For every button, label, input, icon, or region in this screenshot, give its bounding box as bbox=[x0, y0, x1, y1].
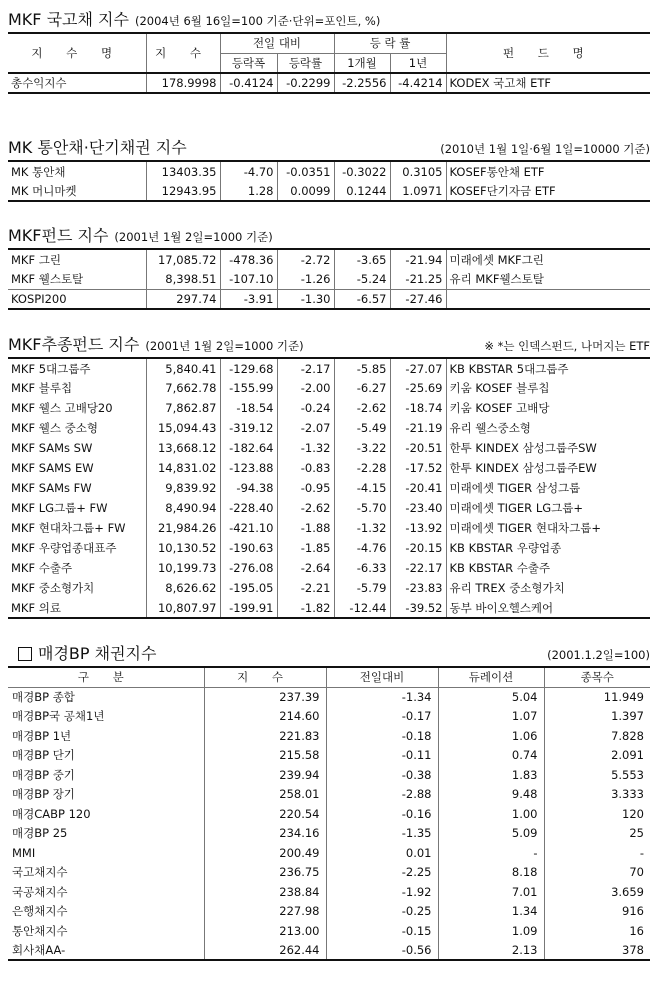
cell-diff: -107.10 bbox=[220, 269, 277, 289]
cell-duration: - bbox=[438, 843, 544, 863]
cell-y1: -18.74 bbox=[390, 398, 446, 418]
cell-fund: 유리 MKF웰스토탈 bbox=[446, 269, 650, 289]
cell-name: 매경BP 25 bbox=[12, 826, 68, 841]
cell-name: 회사채AA- bbox=[12, 942, 66, 957]
cell-index: 297.74 bbox=[146, 289, 220, 309]
cell-count: 120 bbox=[544, 804, 650, 824]
cell-fund: KB KBSTAR 5대그룹주 bbox=[446, 358, 650, 378]
cell-duration: 1.83 bbox=[438, 765, 544, 785]
cell-diff: -3.91 bbox=[220, 289, 277, 309]
cell-count: 25 bbox=[544, 824, 650, 844]
cell-diff: -1.92 bbox=[326, 882, 438, 902]
table-row bbox=[8, 358, 650, 378]
cell-index: 7,862.87 bbox=[146, 398, 220, 418]
cell-count: - bbox=[544, 843, 650, 863]
table-row bbox=[8, 181, 650, 201]
table-row bbox=[8, 863, 650, 883]
cell-index: 13,668.12 bbox=[146, 438, 220, 458]
cell-fund: 유리 TREX 중소형가치 bbox=[446, 578, 650, 598]
cell-diff: -319.12 bbox=[220, 418, 277, 438]
cell-duration: 1.06 bbox=[438, 726, 544, 746]
cell-y1: -23.83 bbox=[390, 578, 446, 598]
cell-fund: 미래에셋 TIGER LG그룹+ bbox=[446, 498, 650, 518]
section-bp-bond bbox=[8, 642, 650, 961]
header-name: 지 수 명 bbox=[8, 33, 146, 73]
header-y1: 1년 bbox=[390, 53, 446, 73]
cell-y1: 1.0971 bbox=[390, 181, 446, 201]
cell-name: MKF SAMs FW bbox=[11, 481, 92, 495]
cell-diff: -0.16 bbox=[326, 804, 438, 824]
header-count: 종목수 bbox=[544, 667, 650, 687]
table-row bbox=[8, 746, 650, 766]
msb-table bbox=[8, 160, 650, 202]
cell-rate: -1.26 bbox=[277, 269, 334, 289]
cell-name: 통안채지수 bbox=[12, 923, 68, 938]
cell-m1: -5.85 bbox=[334, 358, 390, 378]
table-row bbox=[8, 538, 650, 558]
cell-index: 178.9998 bbox=[146, 73, 220, 93]
cell-index: 8,490.94 bbox=[146, 498, 220, 518]
cell-fund: 미래에셋 TIGER 삼성그룹 bbox=[446, 478, 650, 498]
cell-duration: 5.09 bbox=[438, 824, 544, 844]
cell-fund: 키움 KOSEF 고배당 bbox=[446, 398, 650, 418]
cell-diff: -155.99 bbox=[220, 378, 277, 398]
cell-diff: -182.64 bbox=[220, 438, 277, 458]
cell-diff: -2.25 bbox=[326, 863, 438, 883]
cell-index: 215.58 bbox=[204, 746, 326, 766]
cell-diff: -4.70 bbox=[220, 161, 277, 181]
cell-diff: -228.40 bbox=[220, 498, 277, 518]
section-mkf-govbond bbox=[8, 8, 650, 94]
msb-rows bbox=[8, 161, 650, 201]
cell-duration: 8.18 bbox=[438, 863, 544, 883]
header-m1: 1개월 bbox=[334, 53, 390, 73]
table-row bbox=[8, 478, 650, 498]
cell-y1: -39.52 bbox=[390, 598, 446, 618]
cell-count: 916 bbox=[544, 902, 650, 922]
cell-index: 10,130.52 bbox=[146, 538, 220, 558]
cell-diff: -195.05 bbox=[220, 578, 277, 598]
cell-name: MKF LG그룹+ FW bbox=[11, 501, 108, 515]
cell-rate: -2.07 bbox=[277, 418, 334, 438]
section-subtitle: (2010년 1월 1일·6월 1일=10000 기준) bbox=[440, 142, 650, 156]
cell-diff: -0.18 bbox=[326, 726, 438, 746]
cell-index: 17,085.72 bbox=[146, 249, 220, 269]
cell-index: 9,839.92 bbox=[146, 478, 220, 498]
cell-m1: -5.70 bbox=[334, 498, 390, 518]
cell-diff: -0.15 bbox=[326, 921, 438, 941]
cell-m1: -3.22 bbox=[334, 438, 390, 458]
cell-name: 국고채지수 bbox=[12, 865, 68, 880]
header-index: 지 수 bbox=[146, 33, 220, 73]
table-row bbox=[8, 398, 650, 418]
header-prev-pct: 등락률 bbox=[277, 53, 334, 73]
cell-rate: -0.2299 bbox=[277, 73, 334, 93]
cell-rate: -2.21 bbox=[277, 578, 334, 598]
cell-m1: -12.44 bbox=[334, 598, 390, 618]
header-diff: 전일대비 bbox=[326, 667, 438, 687]
cell-count: 2.091 bbox=[544, 746, 650, 766]
cell-count: 1.397 bbox=[544, 707, 650, 727]
table-row bbox=[8, 458, 650, 478]
cell-m1: -5.24 bbox=[334, 269, 390, 289]
header-fund: 펀 드 명 bbox=[446, 33, 650, 73]
cell-m1: -3.65 bbox=[334, 249, 390, 269]
cell-m1: -1.32 bbox=[334, 518, 390, 538]
table-row bbox=[8, 598, 650, 618]
govbond-table bbox=[8, 32, 650, 94]
cell-index: 21,984.26 bbox=[146, 518, 220, 538]
cell-m1: -0.3022 bbox=[334, 161, 390, 181]
cell-diff: -0.25 bbox=[326, 902, 438, 922]
cell-diff: -0.17 bbox=[326, 707, 438, 727]
cell-rate: 0.0099 bbox=[277, 181, 334, 201]
cell-count: 3.659 bbox=[544, 882, 650, 902]
table-row bbox=[8, 518, 650, 538]
cell-name: 매경CABP 120 bbox=[12, 806, 91, 821]
table-row bbox=[8, 726, 650, 746]
cell-rate: -0.83 bbox=[277, 458, 334, 478]
govbond-rows bbox=[8, 73, 650, 93]
cell-fund: 키움 KOSEF 블루칩 bbox=[446, 378, 650, 398]
cell-diff: 0.01 bbox=[326, 843, 438, 863]
cell-index: 262.44 bbox=[204, 941, 326, 961]
cell-m1: -4.76 bbox=[334, 538, 390, 558]
cell-count: 3.333 bbox=[544, 785, 650, 805]
cell-index: 12943.95 bbox=[146, 181, 220, 201]
cell-index: 10,199.73 bbox=[146, 558, 220, 578]
section-title: MKF추종펀드 지수 (2001년 1월 2일=1000 기준) bbox=[8, 335, 304, 354]
cell-index: 213.00 bbox=[204, 921, 326, 941]
header-change: 등 락 률 bbox=[334, 33, 446, 53]
header-index: 지 수 bbox=[204, 667, 326, 687]
cell-rate: -1.88 bbox=[277, 518, 334, 538]
section-subtitle: (2001년 1월 2일=1000 기준) bbox=[114, 230, 273, 244]
cell-fund: 미래에셋 MKF그린 bbox=[446, 249, 650, 269]
cell-rate: -1.82 bbox=[277, 598, 334, 618]
cell-diff: -2.88 bbox=[326, 785, 438, 805]
cell-y1: -4.4214 bbox=[390, 73, 446, 93]
cell-m1: -2.62 bbox=[334, 398, 390, 418]
cell-fund bbox=[446, 289, 650, 309]
cell-diff: -0.11 bbox=[326, 746, 438, 766]
table-row bbox=[8, 804, 650, 824]
cell-diff: -129.68 bbox=[220, 358, 277, 378]
cell-name: MKF 현대차그룹+ FW bbox=[11, 521, 126, 535]
cell-name: KOSPI200 bbox=[11, 291, 67, 306]
cell-name: MMI bbox=[12, 845, 36, 860]
cell-name: MKF SAMS EW bbox=[11, 461, 94, 475]
cell-index: 14,831.02 bbox=[146, 458, 220, 478]
cell-name: MK 통안채 bbox=[11, 164, 66, 179]
cell-name: MKF SAMs SW bbox=[11, 441, 93, 455]
cell-name: MKF 중소형가치 bbox=[11, 581, 95, 595]
cell-y1: -21.25 bbox=[390, 269, 446, 289]
cell-rate: -1.85 bbox=[277, 538, 334, 558]
cell-count: 5.553 bbox=[544, 765, 650, 785]
section-title: MKF 국고채 지수 (2004년 6월 16일=100 기준·단위=포인트, %) bbox=[8, 10, 381, 29]
section-subtitle: (2001.1.2일=100) bbox=[547, 648, 650, 662]
header-duration: 듀레이션 bbox=[438, 667, 544, 687]
cell-index: 236.75 bbox=[204, 863, 326, 883]
cell-name: 매경BP 1년 bbox=[12, 728, 72, 743]
table-row bbox=[8, 882, 650, 902]
cell-y1: -13.92 bbox=[390, 518, 446, 538]
cell-y1: -23.40 bbox=[390, 498, 446, 518]
table-row bbox=[8, 687, 650, 707]
table-row bbox=[8, 161, 650, 181]
cell-diff: -94.38 bbox=[220, 478, 277, 498]
cell-y1: -21.19 bbox=[390, 418, 446, 438]
cell-fund: 한투 KINDEX 삼성그룹주SW bbox=[446, 438, 650, 458]
cell-fund: KODEX 국고채 ETF bbox=[446, 73, 650, 93]
cell-m1: -2.2556 bbox=[334, 73, 390, 93]
cell-index: 13403.35 bbox=[146, 161, 220, 181]
cell-rate: -0.0351 bbox=[277, 161, 334, 181]
cell-rate: -0.24 bbox=[277, 398, 334, 418]
cell-rate: -1.32 bbox=[277, 438, 334, 458]
cell-m1: -5.79 bbox=[334, 578, 390, 598]
cell-duration: 1.00 bbox=[438, 804, 544, 824]
cell-rate: -2.72 bbox=[277, 249, 334, 269]
cell-name: MKF 우량업종대표주 bbox=[11, 541, 117, 555]
table-row bbox=[8, 558, 650, 578]
tracking-rows bbox=[8, 358, 650, 618]
fund-rows bbox=[8, 249, 650, 309]
cell-m1: -6.27 bbox=[334, 378, 390, 398]
cell-diff: -123.88 bbox=[220, 458, 277, 478]
tracking-table bbox=[8, 357, 650, 619]
cell-index: 214.60 bbox=[204, 707, 326, 727]
section-subtitle: (2004년 6월 16일=100 기준·단위=포인트, %) bbox=[134, 14, 381, 28]
table-row bbox=[8, 765, 650, 785]
cell-rate: -2.17 bbox=[277, 358, 334, 378]
cell-count: 16 bbox=[544, 921, 650, 941]
cell-m1: -6.33 bbox=[334, 558, 390, 578]
cell-diff: -276.08 bbox=[220, 558, 277, 578]
cell-diff: -0.4124 bbox=[220, 73, 277, 93]
section-title: 매경BP 채권지수 bbox=[18, 641, 156, 664]
cell-diff: -199.91 bbox=[220, 598, 277, 618]
cell-name: 매경BP 중기 bbox=[12, 767, 75, 782]
cell-name: 국공채지수 bbox=[12, 884, 68, 899]
cell-name: MKF 5대그룹주 bbox=[11, 361, 91, 376]
table-row bbox=[8, 438, 650, 458]
cell-rate: -0.95 bbox=[277, 478, 334, 498]
header-prev-pt: 등락폭 bbox=[220, 53, 277, 73]
cell-index: 8,626.62 bbox=[146, 578, 220, 598]
cell-name: 매경BP국 공채1년 bbox=[12, 709, 105, 724]
cell-name: MKF 의료 bbox=[11, 600, 61, 615]
cell-index: 200.49 bbox=[204, 843, 326, 863]
cell-name: 매경BP 장기 bbox=[12, 787, 75, 802]
cell-duration: 1.07 bbox=[438, 707, 544, 727]
cell-duration: 0.74 bbox=[438, 746, 544, 766]
cell-diff: -0.56 bbox=[326, 941, 438, 961]
fund-table bbox=[8, 248, 650, 310]
cell-index: 220.54 bbox=[204, 804, 326, 824]
cell-index: 5,840.41 bbox=[146, 358, 220, 378]
cell-diff: -1.35 bbox=[326, 824, 438, 844]
table-row bbox=[8, 843, 650, 863]
table-row bbox=[8, 921, 650, 941]
cell-diff: -18.54 bbox=[220, 398, 277, 418]
table-row bbox=[8, 73, 650, 93]
cell-name: MKF 웰스 중소형 bbox=[11, 421, 98, 435]
cell-name: MKF 그린 bbox=[11, 252, 61, 267]
cell-index: 15,094.43 bbox=[146, 418, 220, 438]
cell-fund: 유리 웰스중소형 bbox=[446, 418, 650, 438]
table-row bbox=[8, 498, 650, 518]
cell-name: MKF 수출주 bbox=[11, 561, 73, 575]
cell-rate: -2.62 bbox=[277, 498, 334, 518]
table-row bbox=[8, 824, 650, 844]
cell-name: 매경BP 종합 bbox=[12, 690, 75, 704]
cell-count: 70 bbox=[544, 863, 650, 883]
cell-index: 258.01 bbox=[204, 785, 326, 805]
cell-fund: 미래에셋 TIGER 현대차그룹+ bbox=[446, 518, 650, 538]
cell-fund: KOSEF단기자금 ETF bbox=[446, 181, 650, 201]
table-row bbox=[8, 941, 650, 961]
cell-index: 8,398.51 bbox=[146, 269, 220, 289]
cell-index: 7,662.78 bbox=[146, 378, 220, 398]
table-row bbox=[8, 269, 650, 289]
cell-y1: -20.15 bbox=[390, 538, 446, 558]
cell-count: 11.949 bbox=[544, 687, 650, 707]
cell-index: 234.16 bbox=[204, 824, 326, 844]
cell-m1: -4.15 bbox=[334, 478, 390, 498]
cell-index: 10,807.97 bbox=[146, 598, 220, 618]
section-note: ※ *는 인덱스펀드, 나머지는 ETF bbox=[484, 339, 650, 353]
cell-duration: 1.09 bbox=[438, 921, 544, 941]
cell-name: MKF 웰스토탈 bbox=[11, 271, 84, 286]
section-title: MK 통안채·단기채권 지수 bbox=[8, 138, 187, 157]
checkbox-square-icon bbox=[18, 647, 32, 661]
table-row bbox=[8, 378, 650, 398]
cell-count: 7.828 bbox=[544, 726, 650, 746]
cell-index: 239.94 bbox=[204, 765, 326, 785]
cell-rate: -2.64 bbox=[277, 558, 334, 578]
cell-name: 총수익지수 bbox=[11, 76, 67, 90]
cell-fund: KB KBSTAR 수출주 bbox=[446, 558, 650, 578]
cell-m1: -2.28 bbox=[334, 458, 390, 478]
cell-count: 378 bbox=[544, 941, 650, 961]
cell-index: 238.84 bbox=[204, 882, 326, 902]
header-prev: 전일 대비 bbox=[220, 33, 334, 53]
cell-index: 227.98 bbox=[204, 902, 326, 922]
cell-rate: -2.00 bbox=[277, 378, 334, 398]
bp-bond-rows bbox=[8, 687, 650, 960]
cell-name: MKF 웰스 고배당20 bbox=[11, 401, 113, 415]
cell-fund: KB KBSTAR 우량업종 bbox=[446, 538, 650, 558]
table-row bbox=[8, 785, 650, 805]
cell-diff: -421.10 bbox=[220, 518, 277, 538]
table-row bbox=[8, 578, 650, 598]
cell-duration: 2.13 bbox=[438, 941, 544, 961]
section-subtitle: (2001년 1월 2일=1000 기준) bbox=[145, 339, 304, 353]
cell-duration: 9.48 bbox=[438, 785, 544, 805]
cell-m1: 0.1244 bbox=[334, 181, 390, 201]
cell-name: 은행채지수 bbox=[12, 904, 68, 919]
cell-fund: 동부 바이오헬스케어 bbox=[446, 598, 650, 618]
cell-y1: -27.07 bbox=[390, 358, 446, 378]
cell-duration: 7.01 bbox=[438, 882, 544, 902]
cell-y1: -20.51 bbox=[390, 438, 446, 458]
cell-diff: -478.36 bbox=[220, 249, 277, 269]
cell-y1: -20.41 bbox=[390, 478, 446, 498]
cell-y1: -21.94 bbox=[390, 249, 446, 269]
cell-fund: KOSEF통안채 ETF bbox=[446, 161, 650, 181]
cell-diff: -190.63 bbox=[220, 538, 277, 558]
cell-fund: 한투 KINDEX 삼성그룹주EW bbox=[446, 458, 650, 478]
cell-name: 매경BP 단기 bbox=[12, 748, 75, 763]
cell-name: MK 머니마켓 bbox=[11, 183, 77, 198]
table-row bbox=[8, 249, 650, 269]
section-mkf-tracking bbox=[8, 333, 650, 619]
section-mk-msb bbox=[8, 136, 650, 202]
cell-m1: -6.57 bbox=[334, 289, 390, 309]
header-name: 구 분 bbox=[77, 670, 134, 685]
cell-duration: 5.04 bbox=[438, 687, 544, 707]
cell-y1: -27.46 bbox=[390, 289, 446, 309]
cell-duration: 1.34 bbox=[438, 902, 544, 922]
cell-diff: -1.34 bbox=[326, 687, 438, 707]
table-row bbox=[8, 289, 650, 309]
cell-m1: -5.49 bbox=[334, 418, 390, 438]
cell-y1: -17.52 bbox=[390, 458, 446, 478]
bp-bond-table bbox=[8, 666, 650, 961]
cell-diff: 1.28 bbox=[220, 181, 277, 201]
cell-index: 221.83 bbox=[204, 726, 326, 746]
cell-rate: -1.30 bbox=[277, 289, 334, 309]
cell-index: 237.39 bbox=[204, 687, 326, 707]
cell-diff: -0.38 bbox=[326, 765, 438, 785]
cell-y1: 0.3105 bbox=[390, 161, 446, 181]
section-title: MKF펀드 지수 (2001년 1월 2일=1000 기준) bbox=[8, 226, 273, 245]
table-row bbox=[8, 707, 650, 727]
table-row bbox=[8, 902, 650, 922]
cell-y1: -22.17 bbox=[390, 558, 446, 578]
table-row bbox=[8, 418, 650, 438]
section-mkf-fund bbox=[8, 224, 650, 310]
cell-y1: -25.69 bbox=[390, 378, 446, 398]
cell-name: MKF 블루칩 bbox=[11, 381, 73, 395]
